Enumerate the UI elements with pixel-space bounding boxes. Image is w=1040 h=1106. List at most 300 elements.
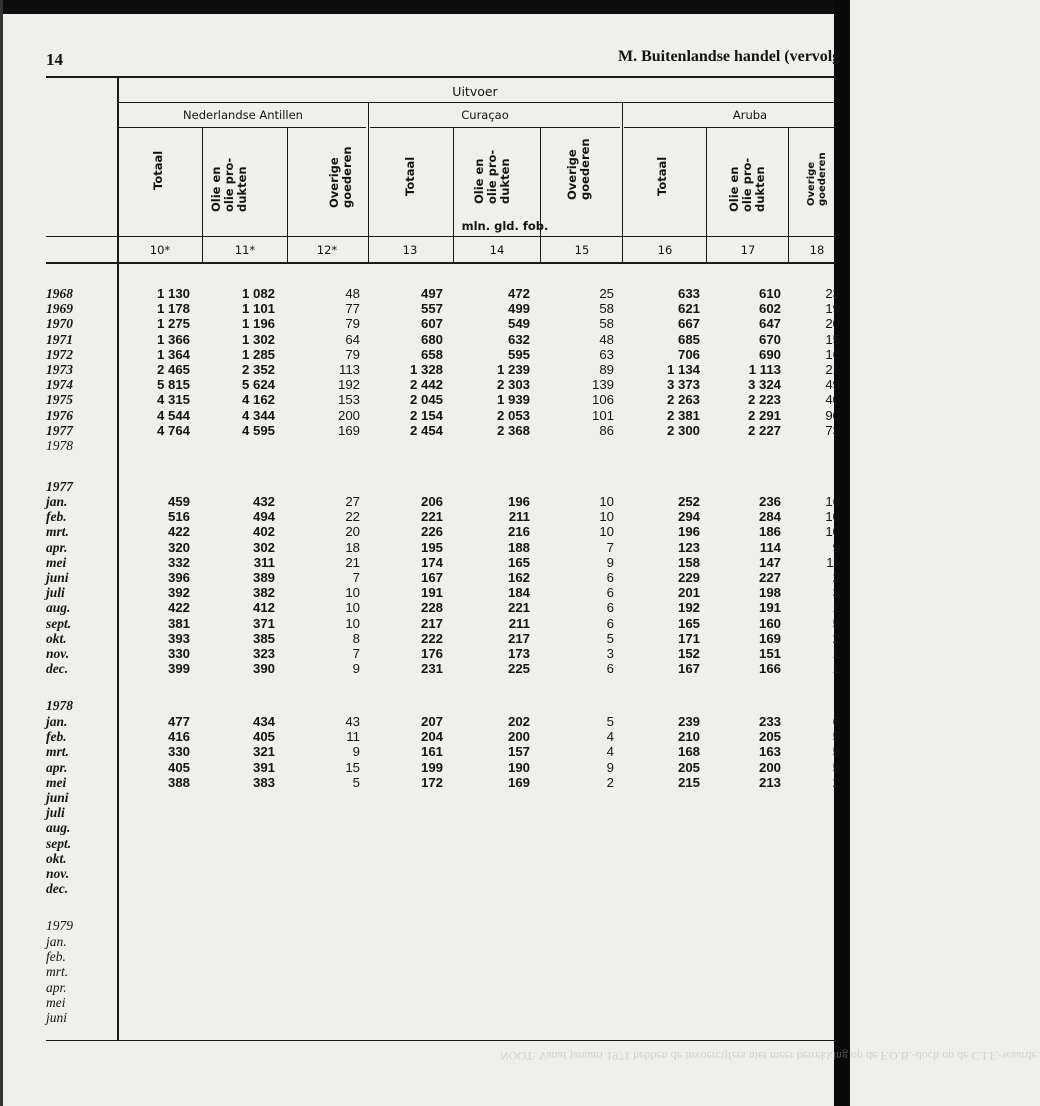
table-cell: 633	[677, 286, 700, 301]
table-cell: 2 454	[409, 422, 443, 438]
col-divider	[453, 128, 454, 263]
row-label: juni	[46, 570, 69, 585]
table-cell: 231	[420, 661, 443, 677]
row-label: 1973	[46, 362, 73, 377]
table-cell: 173	[507, 646, 530, 661]
table-cell: 7	[606, 539, 614, 555]
table-cell: 2 465	[156, 362, 190, 377]
col-number: 10*	[149, 243, 171, 257]
table-cell: 405	[252, 729, 275, 745]
table-cell: 1 101	[241, 301, 275, 317]
col-divider	[540, 128, 541, 263]
label-line: olie pro-	[740, 157, 754, 212]
col-label-olie	[210, 158, 249, 212]
table-cell: 5 624	[241, 377, 275, 393]
row-label: feb.	[46, 949, 66, 965]
table-cell: 1 239	[496, 362, 530, 377]
table-cell: 2 223	[747, 392, 781, 408]
table-cell: 6	[832, 714, 840, 729]
table-cell: 494	[252, 509, 275, 525]
table-cell: 73	[825, 422, 840, 438]
table-cell: 10	[825, 524, 840, 540]
table-cell: 199	[420, 759, 443, 775]
row-label: mei	[46, 554, 67, 570]
row-label: juni	[46, 790, 69, 805]
row-label: dec.	[46, 881, 69, 897]
table-cell: 2 263	[666, 392, 700, 408]
label-line: Olie en	[209, 166, 223, 212]
table-cell: 58	[599, 316, 614, 332]
table-cell: 233	[758, 714, 781, 729]
table-cell: 172	[420, 774, 443, 790]
row-label: apr.	[46, 759, 68, 775]
table-cell: 216	[507, 524, 530, 540]
table-cell: 10	[345, 615, 360, 631]
table-cell: 10	[825, 509, 840, 525]
table-cell: 43	[345, 714, 360, 729]
table-cell: 27	[345, 494, 360, 509]
table-cell: 4 344	[241, 407, 275, 423]
table-cell: 227	[758, 570, 781, 585]
region-rule-aruba	[624, 127, 836, 128]
table-cell: 151	[758, 646, 781, 661]
table-cell: 162	[507, 570, 530, 585]
table-cell: 114	[759, 539, 781, 555]
table-cell: 239	[677, 714, 700, 729]
row-label: 1977	[46, 422, 73, 438]
table-cell: 1 178	[156, 301, 190, 317]
table-cell: 685	[677, 331, 700, 347]
table-cell: 330	[167, 744, 190, 760]
table-cell: 101	[591, 407, 614, 423]
table-cell: 422	[167, 600, 190, 616]
table-cell: 165	[677, 615, 700, 631]
table-cell: 163	[758, 744, 781, 760]
table-cell: 6	[606, 661, 614, 677]
table-cell: 169	[758, 630, 781, 646]
table-cell: 49	[825, 377, 840, 393]
table-cell: 549	[507, 316, 530, 332]
table-cell: 89	[599, 362, 614, 377]
table-cell: 6	[606, 570, 614, 585]
table-cell: 252	[677, 494, 700, 509]
col-label-overige	[328, 146, 354, 208]
table-cell: 2	[832, 570, 840, 585]
table-cell: 79	[345, 346, 360, 362]
table-cell: 1 328	[409, 362, 443, 377]
table-cell: 161	[420, 744, 443, 760]
table-cell: 225	[507, 661, 530, 677]
table-cell: 190	[507, 759, 530, 775]
table-cell: 217	[420, 615, 443, 631]
table-cell: 165	[507, 554, 530, 570]
col-label-totaal: Totaal	[655, 156, 669, 196]
row-label: juni	[46, 1010, 68, 1025]
table-cell: 228	[420, 600, 443, 616]
table-cell: 157	[507, 744, 530, 760]
table-cell: 4 764	[156, 422, 190, 438]
label-line: Overige	[327, 157, 341, 208]
table-cell: 6	[606, 585, 614, 601]
table-cell: 416	[167, 729, 190, 745]
table-cell: 1	[832, 600, 840, 616]
table-cell: 211	[508, 615, 530, 631]
table-cell: 147	[758, 554, 781, 570]
row-label: 1969	[46, 301, 73, 317]
table-cell: 1	[832, 646, 840, 661]
table-cell: 388	[167, 774, 190, 790]
table-cell: 11	[826, 554, 840, 570]
col-label-totaal: Totaal	[403, 156, 417, 196]
table-cell: 198	[758, 585, 781, 601]
label-line: Olie en	[727, 166, 741, 212]
col-number: 15	[574, 243, 590, 257]
table-cell: 2 381	[666, 407, 700, 423]
table-cell: 393	[167, 630, 190, 646]
table-cell: 497	[420, 286, 443, 301]
table-cell: 10	[345, 600, 360, 616]
section-title: M. Buitenlandse handel (vervolg	[618, 48, 841, 65]
table-cell: 1 285	[241, 346, 275, 362]
table-cell: 226	[420, 524, 443, 540]
table-cell: 106	[591, 392, 614, 408]
label-line: Overige	[806, 161, 817, 206]
table-cell: 169	[507, 774, 530, 790]
row-label: mrt.	[46, 964, 69, 980]
region-rule-antillen	[118, 127, 366, 128]
table-cell: 595	[507, 346, 530, 362]
row-label: nov.	[46, 866, 70, 881]
table-cell: 21	[825, 362, 840, 377]
table-cell: 16	[825, 494, 840, 509]
col-label-olie	[473, 150, 512, 204]
table-cell: 472	[507, 286, 530, 301]
table-cell: 9	[352, 661, 360, 677]
table-cell: 330	[167, 646, 190, 661]
table-cell: 10	[599, 524, 614, 540]
table-cell: 191	[420, 585, 443, 601]
table-cell: 20	[345, 524, 360, 540]
table-cell: 217	[507, 630, 530, 646]
row-label: apr.	[46, 539, 68, 555]
table-cell: 422	[167, 524, 190, 540]
table-cell: 1 275	[156, 316, 190, 332]
table-cell: 48	[599, 331, 614, 347]
table-cell: 205	[758, 729, 781, 745]
table-cell: 499	[507, 301, 530, 317]
table-cell: 658	[420, 346, 443, 362]
table-cell: 7	[352, 646, 360, 661]
table-cell: 174	[420, 554, 443, 570]
table-cell: 1 364	[156, 346, 190, 362]
table-cell: 2 227	[747, 422, 781, 438]
table-cell: 1 134	[666, 362, 700, 377]
table-cell: 690	[758, 346, 781, 362]
table-cell: 2 154	[409, 407, 443, 423]
table-cell: 557	[420, 301, 443, 317]
table-cell: 167	[420, 570, 443, 585]
table-cell: 221	[420, 509, 443, 525]
table-cell: 2	[832, 774, 840, 790]
row-label: sept.	[46, 615, 72, 631]
table-cell: 160	[758, 615, 781, 631]
row-label: 1971	[46, 331, 73, 347]
table-cell: 392	[167, 585, 190, 601]
table-cell: 4 595	[241, 422, 275, 438]
table-cell: 236	[758, 494, 781, 509]
table-cell: 5	[832, 744, 840, 760]
table-cell: 6	[606, 615, 614, 631]
label-line: dukten	[753, 166, 767, 212]
table-cell: 40	[825, 392, 840, 408]
table-cell: 195	[420, 539, 443, 555]
table-cell: 390	[252, 661, 275, 677]
table-cell: 221	[507, 600, 530, 616]
stub-rule	[117, 77, 119, 1040]
label-line: goederen	[340, 146, 354, 208]
table-cell: 158	[677, 554, 700, 570]
row-label: sept.	[46, 835, 72, 851]
bleed-through-footnote: NOOT: Vanaf januari 1971 hebben de invoercijfers niet meer betrekking op de F.O.B.-doch op de C.I.F.-waarde.	[500, 1049, 1040, 1063]
region-curacao: Curaçao	[461, 108, 509, 122]
table-cell: 647	[758, 316, 781, 332]
table-cell: 25	[599, 286, 614, 301]
table-cell: 6	[606, 600, 614, 616]
table-cell: 302	[252, 539, 275, 555]
table-cell: 5	[832, 615, 840, 631]
table-cell: 2 368	[496, 422, 530, 438]
table-cell: 332	[167, 554, 190, 570]
col-number: 18	[809, 243, 825, 257]
table-cell: 210	[677, 729, 700, 745]
table-cell: 381	[167, 615, 190, 631]
table-cell: 10	[599, 494, 614, 509]
table-cell: 64	[345, 331, 360, 347]
table-cell: 323	[252, 646, 275, 661]
row-label: aug.	[46, 820, 71, 836]
table-cell: 5	[832, 729, 840, 745]
table-cell: 2 300	[666, 422, 700, 438]
table-cell: 21	[345, 554, 360, 570]
table-cell: 607	[420, 316, 443, 332]
row-label: 1972	[46, 346, 73, 362]
table-cell: 477	[167, 714, 190, 729]
row-label: aug.	[46, 600, 71, 616]
table-cell: 610	[758, 286, 781, 301]
table-cell: 48	[345, 286, 360, 301]
row-label: nov.	[46, 646, 70, 661]
row-label: okt.	[46, 630, 67, 646]
table-cell: 385	[252, 630, 275, 646]
table-cell: 192	[677, 600, 700, 616]
table-cell: 4 315	[156, 392, 190, 408]
table-cell: 680	[420, 331, 443, 347]
table-cell: 1 939	[496, 392, 530, 408]
table-cell: 391	[252, 759, 275, 775]
table-cell: 1 082	[241, 286, 275, 301]
block-year-1978: 1978	[46, 698, 73, 713]
table-cell: 176	[420, 646, 443, 661]
label-line: Overige	[565, 149, 579, 200]
table-cell: 139	[591, 377, 614, 393]
table-cell: 412	[252, 600, 275, 616]
page-number: 14	[46, 50, 63, 69]
table-cell: 3 324	[747, 377, 781, 393]
row-label: 1974	[46, 377, 73, 393]
table-cell: 196	[677, 524, 700, 540]
row-label: 1975	[46, 392, 73, 408]
table-cell: 200	[758, 759, 781, 775]
table-cell: 4	[606, 744, 614, 760]
col-divider	[202, 128, 203, 263]
table-cell: 10	[345, 585, 360, 601]
table-cell: 5 815	[156, 377, 190, 393]
table-cell: 7	[352, 570, 360, 585]
table-cell: 396	[167, 570, 190, 585]
row-label: 1978	[46, 438, 73, 453]
label-line: dukten	[498, 158, 512, 204]
table-cell: 434	[252, 714, 275, 729]
table-top-rule	[46, 76, 836, 78]
table-cell: 9	[606, 759, 614, 775]
table-cell: 205	[677, 759, 700, 775]
table-cell: 389	[252, 570, 275, 585]
table-cell: 5	[606, 714, 614, 729]
table-cell: 402	[252, 524, 275, 540]
table-cell: 166	[758, 661, 781, 677]
table-cell: 10	[599, 509, 614, 525]
row-label: juli	[46, 585, 65, 601]
table-cell: 23	[825, 286, 840, 301]
table-cell: 123	[677, 539, 700, 555]
region-rule-curacao	[370, 127, 620, 128]
label-line: Olie en	[472, 158, 486, 204]
table-cell: 621	[677, 301, 700, 317]
col-label-olie	[728, 158, 767, 212]
table-cell: 153	[337, 392, 360, 408]
table-cell: 405	[167, 759, 190, 775]
region-aruba: Aruba	[732, 108, 768, 122]
table-cell: 152	[677, 646, 700, 661]
col-label-totaal: Totaal	[151, 150, 165, 190]
table-cell: 9	[352, 744, 360, 760]
row-label: jan.	[46, 494, 68, 509]
row-label: feb.	[46, 729, 67, 745]
table-cell: 202	[507, 714, 530, 729]
table-cell: 3	[606, 646, 614, 661]
table-cell: 79	[345, 316, 360, 332]
table-cell: 2 352	[241, 362, 275, 377]
table-cell: 5	[832, 759, 840, 775]
table-cell: 191	[758, 600, 781, 616]
table-cell: 2	[832, 630, 840, 646]
table-cell: 206	[420, 494, 443, 509]
col-number: 11*	[234, 243, 256, 257]
table-cell: 171	[677, 630, 700, 646]
table-cell: 1 113	[748, 362, 781, 377]
table-cell: 632	[507, 331, 530, 347]
row-label: okt.	[46, 850, 67, 866]
table-cell: 229	[677, 570, 700, 585]
table-cell: 3 373	[666, 377, 700, 393]
table-cell: 15	[345, 759, 360, 775]
table-cell: 1 196	[241, 316, 275, 332]
row-label: jan.	[46, 934, 67, 949]
table-cell: 90	[825, 407, 840, 423]
row-label: 1970	[46, 316, 73, 332]
table-cell: 192	[337, 377, 360, 393]
table-cell: 186	[758, 524, 781, 540]
table-cell: 1 302	[241, 331, 275, 347]
row-label: 1976	[46, 407, 73, 423]
col-number: 17	[740, 243, 756, 257]
table-cell: 2 045	[409, 392, 443, 408]
table-cell: 16	[825, 346, 840, 362]
col-label-overige	[806, 152, 828, 206]
table-cell: 211	[508, 509, 530, 525]
label-line: olie pro-	[485, 149, 499, 204]
table-cell: 215	[677, 774, 700, 790]
table-cell: 284	[758, 509, 781, 525]
table-cell: 382	[252, 585, 275, 601]
table-cell: 371	[252, 615, 275, 631]
col-divider	[287, 128, 288, 263]
row-label: apr.	[46, 979, 67, 995]
table-cell: 167	[677, 661, 700, 677]
table-cell: 222	[420, 630, 443, 646]
label-line: goederen	[817, 152, 828, 206]
col-label-overige	[566, 138, 592, 200]
table-cell: 1	[832, 661, 840, 677]
row-label: mei	[46, 994, 66, 1010]
uitvoer-rule	[118, 102, 836, 103]
label-line: goederen	[578, 138, 592, 200]
row-label: juli	[46, 805, 65, 821]
table-cell: 207	[420, 714, 443, 729]
table-cell: 1 130	[156, 286, 190, 301]
table-cell: 2 303	[496, 377, 530, 393]
col-number: 13	[402, 243, 418, 257]
table-cell: 184	[507, 585, 530, 601]
table-cell: 9	[832, 539, 840, 555]
table-cell: 200	[507, 729, 530, 745]
table-cell: 432	[252, 494, 275, 509]
row-label: feb.	[46, 509, 67, 525]
table-cell: 2 442	[409, 377, 443, 393]
table-cell: 4 162	[241, 392, 275, 408]
table-cell: 169	[337, 422, 360, 438]
header-bottom-rule	[46, 236, 836, 237]
table-cell: 516	[167, 509, 190, 525]
col-number: 16	[657, 243, 673, 257]
row-label: mrt.	[46, 744, 69, 760]
table-cell: 9	[606, 554, 614, 570]
table-cell: 2 053	[496, 407, 530, 423]
block-year-1977: 1977	[46, 479, 73, 494]
colnum-bottom-rule	[46, 262, 836, 264]
scan-top-border	[0, 0, 850, 14]
table-cell: 213	[758, 774, 781, 790]
table-cell: 3	[832, 585, 840, 601]
table-cell: 196	[507, 494, 530, 509]
col-number: 14	[489, 243, 505, 257]
table-cell: 63	[599, 346, 614, 362]
table-cell: 399	[167, 661, 190, 677]
table-cell: 18	[345, 539, 360, 555]
table-cell: 168	[677, 744, 700, 760]
table-cell: 4 544	[156, 407, 190, 423]
table-cell: 2	[606, 774, 614, 790]
